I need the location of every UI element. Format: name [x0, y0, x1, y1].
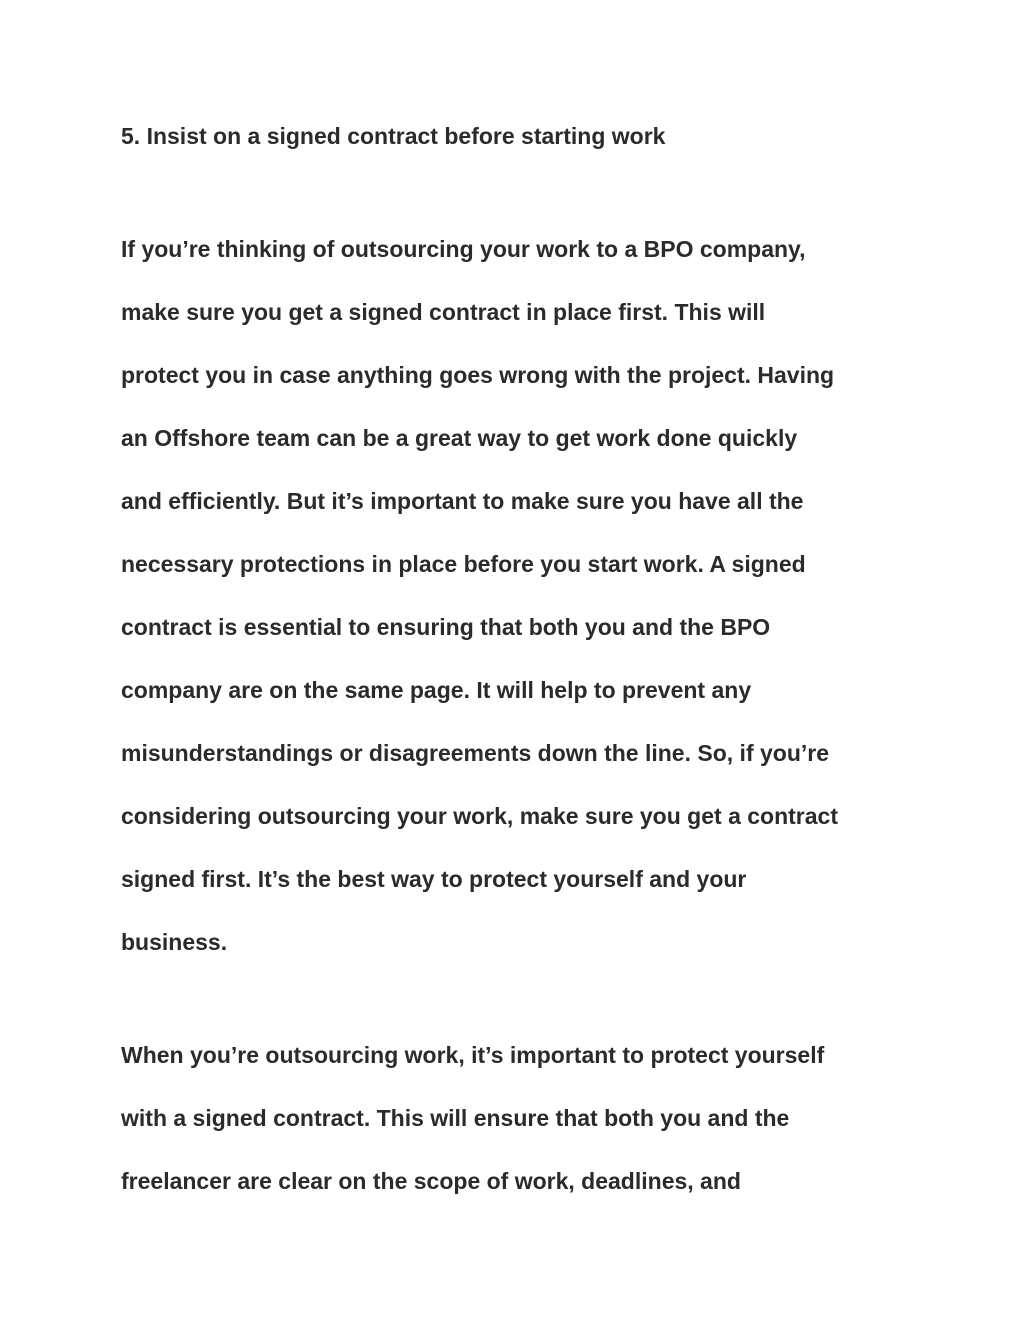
paragraph-1-line: If you’re thinking of outsourcing your work to a BPO company, [121, 236, 806, 262]
paragraph-1-line: an Offshore team can be a great way to get work done quickly [121, 425, 798, 451]
paragraph-1-line: contract is essential to ensuring that both you and the BPO [121, 614, 771, 640]
paragraph-2-line: freelancer are clear on the scope of work, deadlines, and [121, 1168, 741, 1194]
section-heading: 5. Insist on a signed contract before starting work [121, 123, 666, 149]
paragraph-1-line: signed first. It’s the best way to protect yourself and your [121, 866, 747, 892]
paragraph-2-line: with a signed contract. This will ensure that both you and the [121, 1105, 790, 1131]
paragraph-1-line: make sure you get a signed contract in place first. This will [121, 299, 766, 325]
paragraph-1-line: and efficiently. But it’s important to make sure you have all the [121, 488, 804, 514]
paragraph-1-line: considering outsourcing your work, make sure you get a contract [121, 803, 838, 829]
paragraph-1-line: protect you in case anything goes wrong with the project. Having [121, 362, 835, 388]
paragraph-1-line: misunderstandings or disagreements down the line. So, if you’re [121, 740, 830, 766]
paragraph-1-line: company are on the same page. It will help to prevent any [121, 677, 752, 703]
paragraph-1-line: necessary protections in place before you start work. A signed [121, 551, 806, 577]
paragraph-1-line: business. [121, 929, 228, 955]
paragraph-2-line: When you’re outsourcing work, it’s important to protect yourself [121, 1042, 825, 1068]
